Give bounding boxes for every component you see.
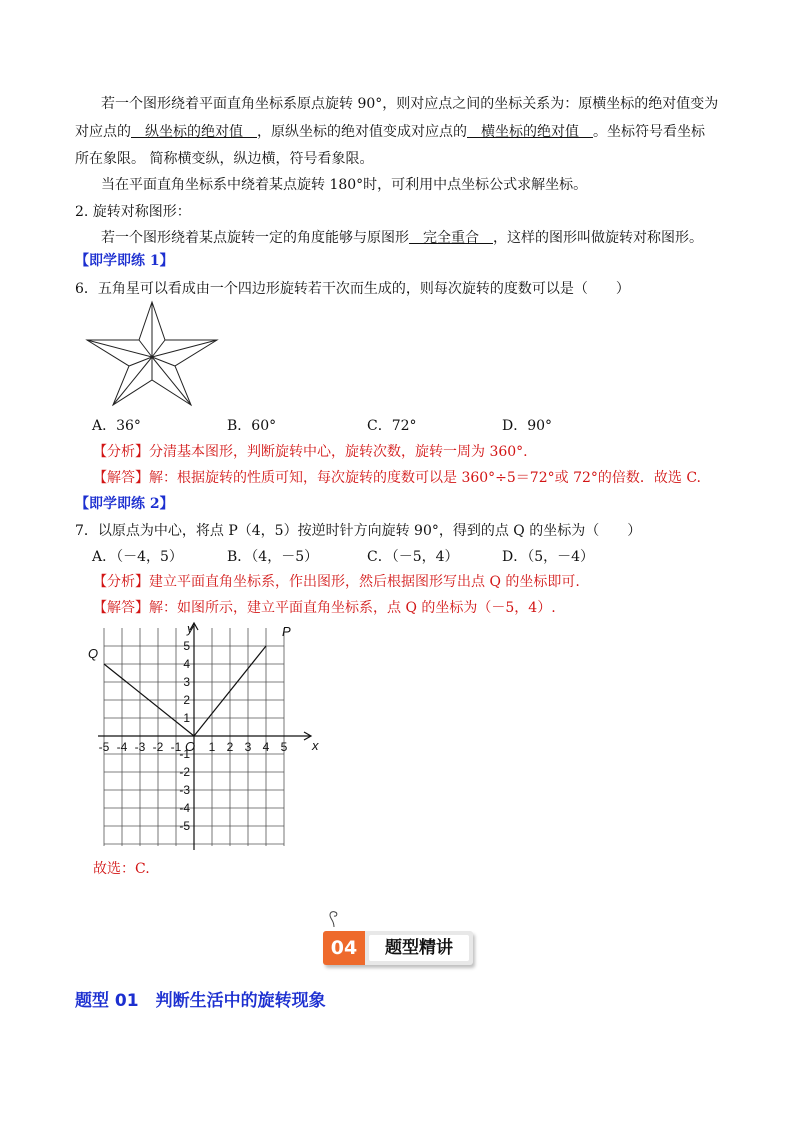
x-axis-label: x — [312, 738, 319, 753]
x-tick-label: 1 — [208, 740, 216, 754]
para-rotation-90-line3: 所在象限。 简称横变纵，纵边横，符号看象限。 — [75, 151, 374, 167]
para-rotation-90-line1: 若一个图形绕着平面直角坐标系原点旋转 90°，则对应点之间的坐标关系为：原横坐标的绝对值变为 — [101, 96, 719, 112]
x-tick-label: -5 — [98, 740, 110, 754]
x-tick-label: -4 — [116, 740, 128, 754]
answer-7: 【解答】解：如图所示，建立平面直角坐标系，点 Q 的坐标为（－5，4）. — [93, 600, 556, 616]
y-tick-label: -3 — [179, 783, 190, 797]
topic-heading: 题型 01 判断生活中的旋转现象 — [75, 991, 326, 1011]
practice-label-2: 【即学即练 2】 — [75, 496, 174, 512]
x-tick-label: 5 — [280, 740, 288, 754]
text-fragment: 对应点的 — [75, 124, 131, 140]
banner-curl-icon — [327, 910, 341, 928]
answer-6: 【解答】解：根据旋转的性质可知，每次旋转的度数可以是 360°÷5＝72°或 72°的倍数．故选 C. — [93, 470, 701, 486]
option-c: C．（－5，4） — [367, 549, 459, 565]
y-tick-label: -5 — [179, 819, 190, 833]
text-fragment: 。坐标符号看坐标 — [593, 124, 705, 140]
coordinate-graph — [84, 620, 324, 852]
section-banner — [323, 925, 479, 969]
x-tick-label: -2 — [152, 740, 164, 754]
y-tick-label: -2 — [179, 765, 190, 779]
answer-blank-3: 完全重合 — [423, 230, 479, 246]
x-tick-label: -3 — [134, 740, 146, 754]
point-p-label: P — [282, 624, 291, 639]
option-a: A．36° — [92, 418, 141, 434]
y-tick-label: 5 — [183, 639, 190, 653]
para-rotation-180: 当在平面直角坐标系中绕着某点旋转 180°时，可利用中点坐标公式求解坐标。 — [101, 177, 588, 193]
text-fragment: ，原纵坐标的绝对值变成对应点的 — [257, 124, 467, 140]
option-d: D．90° — [502, 418, 553, 434]
analysis-7: 【分析】建立平面直角坐标系，作出图形，然后根据图形写出点 Q 的坐标即可. — [93, 574, 580, 590]
y-axis-label: y — [187, 621, 194, 636]
x-tick-label: 2 — [226, 740, 234, 754]
option-c: C．72° — [367, 418, 417, 434]
answer-blank-1: 纵坐标的绝对值 — [145, 124, 243, 140]
point-q-label: Q — [88, 646, 99, 661]
banner-title: 题型精讲 — [369, 935, 469, 961]
analysis-6: 【分析】分清基本图形，判断旋转中心，旋转次数，旋转一周为 360°. — [93, 444, 528, 460]
y-tick-label: 4 — [183, 657, 190, 671]
question-6: 6．五角星可以看成由一个四边形旋转若干次而生成的，则每次旋转的度数可以是（ ） — [75, 281, 630, 297]
conclusion-7: 故选：C. — [93, 861, 150, 877]
banner-number: 04 — [323, 931, 365, 965]
option-b: B．（4，－5） — [227, 549, 319, 565]
option-d: D．（5，－4） — [502, 549, 595, 565]
para-symmetric-definition: 若一个图形绕着某点旋转一定的角度能够与原图形 完全重合 ，这样的图形叫做旋转对称图形。 — [101, 230, 703, 246]
origin-label: O — [185, 739, 196, 754]
x-tick-label: 3 — [244, 740, 252, 754]
y-tick-label: 1 — [183, 711, 190, 725]
x-tick-label: -1 — [170, 740, 182, 754]
answer-blank-2: 横坐标的绝对值 — [481, 124, 579, 140]
option-a: A．（－4，5） — [92, 549, 183, 565]
para-rotation-90-line2 — [75, 123, 705, 141]
x-tick-label: 4 — [262, 740, 270, 754]
y-tick-label: -1 — [179, 747, 190, 761]
y-tick-label: -4 — [179, 801, 190, 815]
star-figure — [85, 300, 220, 408]
option-b: B．60° — [227, 418, 277, 434]
section-heading-symmetric: 2. 旋转对称图形： — [75, 204, 191, 220]
practice-label-1: 【即学即练 1】 — [75, 253, 174, 269]
y-tick-label: 3 — [183, 675, 190, 689]
y-tick-label: 2 — [183, 693, 190, 707]
question-7: 7．以原点为中心，将点 P（4，5）按逆时针方向旋转 90°，得到的点 Q 的坐标为（ ） — [75, 523, 642, 539]
